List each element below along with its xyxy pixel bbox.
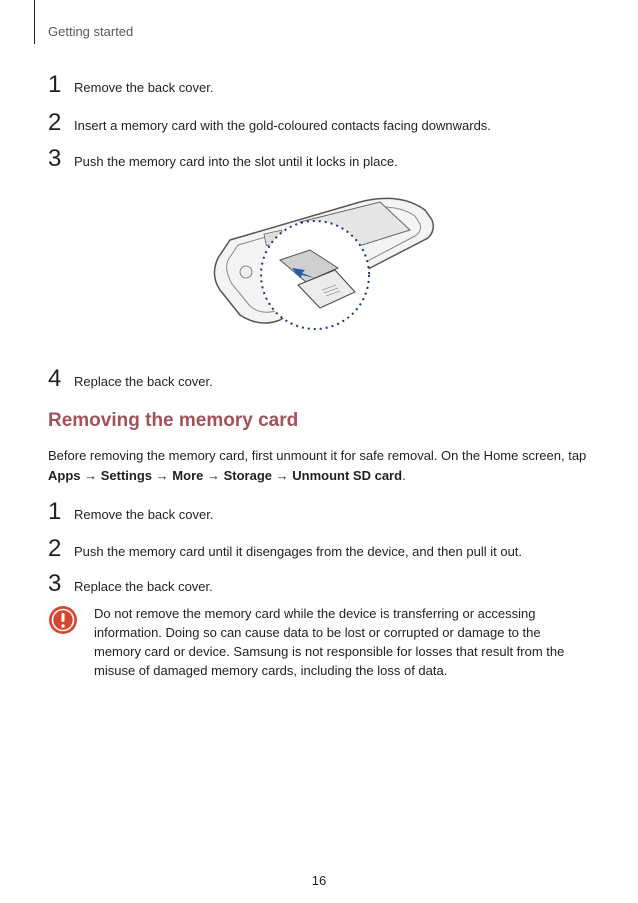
path-more: More	[172, 468, 204, 483]
install-step-2	[48, 111, 491, 135]
step-text: Push the memory card until it disengages from the device, and then pull it out.	[74, 544, 523, 559]
intro-text: Before removing the memory card, first unmount it for safe removal. On the Home screen, tap	[48, 448, 587, 463]
speaker-grille	[240, 266, 252, 278]
remove-step-3	[48, 572, 213, 596]
path-unmount: Unmount SD card	[292, 468, 403, 483]
step-text: Push the memory card into the slot until it locks in place.	[74, 154, 398, 169]
install-step-4	[48, 367, 213, 391]
path-end: .	[402, 468, 406, 483]
step-number: 2	[48, 109, 62, 136]
step-text: Remove the back cover.	[74, 507, 214, 522]
step-number: 3	[48, 570, 62, 597]
step-text: Replace the back cover.	[74, 374, 213, 389]
path-arrow: →	[275, 468, 289, 483]
step-text: Remove the back cover.	[74, 80, 214, 95]
section-intro	[48, 446, 608, 486]
memory-card-insertion-illustration	[210, 190, 440, 340]
step-number: 2	[48, 535, 62, 562]
step-number: 1	[48, 71, 62, 98]
header-rule	[34, 0, 35, 44]
path-settings: Settings	[100, 468, 153, 483]
path-arrow: →	[155, 468, 169, 483]
caution-text: Do not remove the memory card while the device is transferring or accessing information. Doing so can cause data to be lost or corrupted or damage to the memory card or device. Samsung is not responsible for losses that result from the misuse of damaged memory cards, including the loss of data.	[94, 606, 565, 678]
path-storage: Storage	[223, 468, 273, 483]
caution-note	[48, 604, 588, 680]
step-number: 3	[48, 145, 62, 172]
step-number: 1	[48, 498, 62, 525]
page-number: 16	[311, 873, 327, 888]
remove-step-1	[48, 500, 213, 524]
remove-step-2	[48, 537, 522, 561]
caution-icon	[48, 605, 78, 635]
step-number: 4	[48, 365, 62, 392]
install-step-1	[48, 73, 213, 97]
step-text: Replace the back cover.	[74, 579, 213, 594]
step-text: Insert a memory card with the gold-coloured contacts facing downwards.	[74, 118, 491, 133]
section-name: Getting started	[48, 24, 134, 39]
path-apps: Apps	[48, 468, 81, 483]
install-step-3	[48, 147, 398, 171]
path-arrow: →	[206, 468, 220, 483]
section-heading: Removing the memory card	[48, 410, 299, 431]
path-arrow: →	[84, 468, 98, 483]
